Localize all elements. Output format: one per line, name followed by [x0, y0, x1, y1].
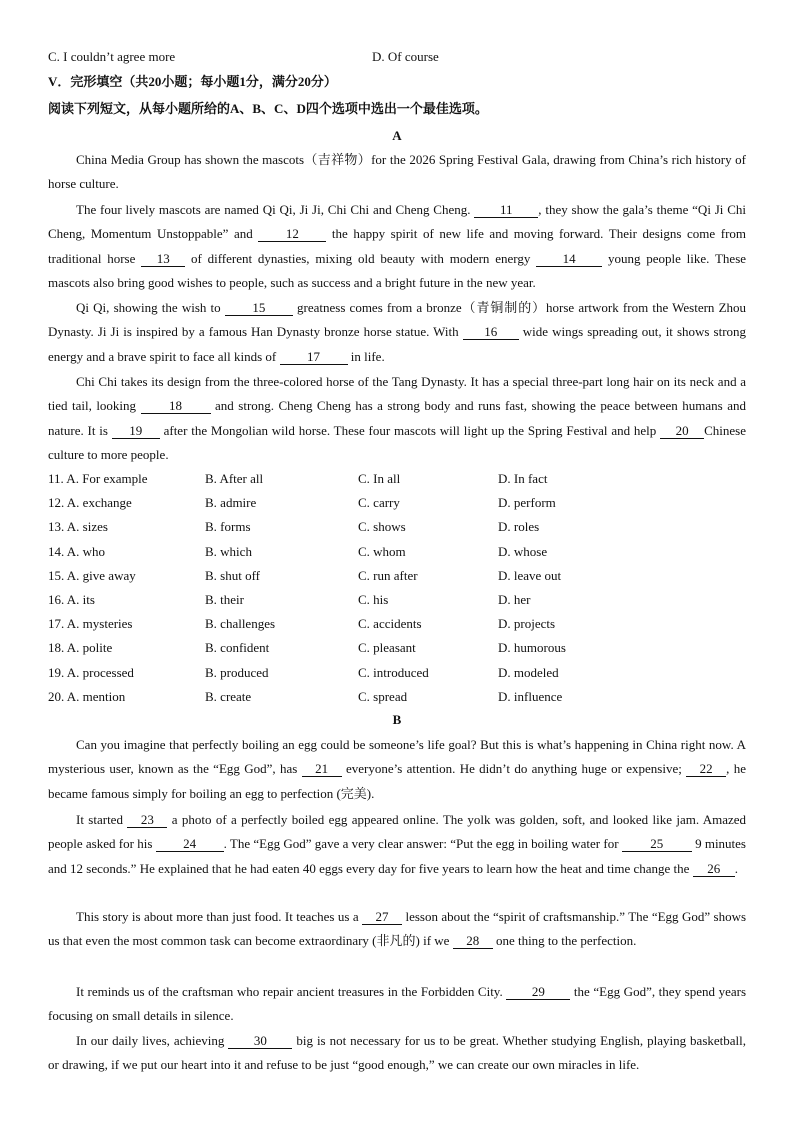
option-20-d[interactable]: D. influence — [498, 688, 563, 704]
option-13-b[interactable]: B. forms — [205, 519, 251, 535]
blank-18[interactable]: 18 — [141, 398, 211, 414]
blank-21[interactable]: 21 — [302, 761, 342, 777]
option-15-a[interactable]: 15. A. give away — [48, 567, 136, 583]
section-instruction: 阅读下列短文，从每小题所给的A、B、C、D四个选项中选出一个最佳选项。 — [48, 101, 488, 116]
blank-30[interactable]: 30 — [228, 1033, 292, 1049]
option-row-11 — [48, 470, 768, 488]
blank-13[interactable]: 13 — [141, 251, 185, 267]
option-14-c[interactable]: C. whom — [358, 543, 406, 559]
option-17-a[interactable]: 17. A. mysteries — [48, 616, 133, 632]
option-20-b[interactable]: B. create — [205, 688, 252, 704]
option-20-a[interactable]: 20. A. mention — [48, 688, 126, 704]
option-19-d[interactable]: D. modeled — [498, 664, 559, 680]
option-row-17 — [48, 615, 768, 633]
option-row-16 — [48, 591, 768, 609]
option-18-d[interactable]: D. humorous — [498, 640, 566, 656]
option-16-d[interactable]: D. her — [498, 592, 531, 607]
option-19-a[interactable]: 19. A. processed — [48, 664, 134, 680]
blank-14[interactable]: 14 — [536, 251, 602, 267]
blank-29[interactable]: 29 — [506, 984, 570, 1000]
option-13-a[interactable]: 13. A. sizes — [48, 519, 108, 535]
passage-b-paragraph-4: It reminds us of the craftsman who repair ancient treasures in the Forbidden City. 29 the “Egg God”, they spend years focusing on small details in silence. — [48, 984, 747, 1024]
option-13-c[interactable]: C. shows — [358, 519, 406, 535]
blank-19[interactable]: 19 — [112, 423, 160, 439]
blank-28[interactable]: 28 — [453, 933, 493, 949]
option-row-20 — [48, 688, 768, 706]
option-14-a[interactable]: 14. A. who — [48, 543, 106, 559]
passage-a-label: A — [392, 128, 402, 143]
option-19-b[interactable]: B. produced — [205, 664, 269, 680]
option-c-prev: C. I couldn’t agree more — [48, 49, 176, 64]
passage-b-paragraph-3: This story is about more than just food. It teaches us a 27 lesson about the “spirit of craftsmanship.” The “Egg God” shows us that even the most common task can become extraordinary (非凡的) if we 28 one thing to the perfection. — [48, 909, 747, 949]
passage-b-label: B — [392, 712, 402, 727]
option-row-14 — [48, 543, 768, 561]
option-11-d[interactable]: D. In fact — [498, 471, 548, 486]
option-row-18 — [48, 639, 768, 657]
blank-25[interactable]: 25 — [622, 836, 692, 852]
option-18-a[interactable]: 18. A. polite — [48, 640, 113, 656]
passage-a-paragraph-2: The four lively mascots are named Qi Qi, Ji Ji, Chi Chi and Cheng Cheng. 11 , they show the gala’s theme “Qi Ji Chi Cheng, Momentum Unstoppable” and 12 the happy spirit of new life and moving forward. Their designs come from traditional horse 13 of different dynasties, mixing old beauty with modern energy 14 young people like. These mascots also bring good wishes to people, such as success and a bright future in the new year. — [48, 202, 747, 290]
blank-26[interactable]: 26 — [693, 861, 735, 877]
option-18-b[interactable]: B. confident — [205, 640, 270, 656]
blank-20[interactable]: 20 — [660, 423, 704, 439]
option-d-prev: D. Of course — [372, 49, 439, 64]
blank-15[interactable]: 15 — [225, 300, 293, 316]
option-17-d[interactable]: D. projects — [498, 616, 556, 632]
option-11-c[interactable]: C. In all — [358, 471, 401, 486]
blank-23[interactable]: 23 — [127, 812, 167, 828]
blank-12[interactable]: 12 — [258, 226, 326, 242]
option-15-d[interactable]: D. leave out — [498, 567, 562, 583]
option-12-b[interactable]: B. admire — [205, 495, 257, 511]
option-17-c[interactable]: C. accidents — [358, 616, 422, 632]
passage-a-paragraph-4: Chi Chi takes its design from the three-colored horse of the Tang Dynasty. It has a special three-part long hair on its neck and a tied tail, looking 18 and strong. Cheng Cheng has a strong body and runs fast, showing the peace between humans and nature. It is 19 after the Mongolian wild horse. These four mascots will light up the Spring Festival and help 20 Chinese culture to more people. — [48, 374, 746, 462]
option-12-d[interactable]: D. perform — [498, 495, 556, 511]
option-18-c[interactable]: C. pleasant — [358, 640, 416, 656]
option-16-c[interactable]: C. his — [358, 592, 389, 607]
blank-27[interactable]: 27 — [362, 909, 402, 925]
option-16-b[interactable]: B. their — [205, 592, 244, 607]
option-19-c[interactable]: C. introduced — [358, 664, 429, 680]
option-13-d[interactable]: D. roles — [498, 519, 540, 535]
option-12-a[interactable]: 12. A. exchange — [48, 495, 132, 511]
passage-b-paragraph-2: It started 23 a photo of a perfectly boiled egg appeared online. The yolk was golden, soft, and looked like jam. Amazed people asked for his 24 . The “Egg God” gave a very clear answer: “Put the egg in boiling water for 25 9 minutes and 12 seconds.” He explained that he had eaten 40 eggs every day for five years to learn how the heat and time change the 26 . — [48, 812, 747, 876]
option-15-b[interactable]: B. shut off — [205, 567, 261, 583]
option-20-c[interactable]: C. spread — [358, 688, 408, 704]
passage-a-paragraph-3: Qi Qi, showing the wish to 15 greatness comes from a bronze（青铜制的）horse artwork from the Western Zhou Dynasty. Ji Ji is inspired by a famous Han Dynasty bronze horse statue. With 16 wide wings spreading out, it shows strong energy and a brave spirit to face all kinds of 17 in life. — [48, 300, 747, 364]
section-title: V．完形填空（共20小题；每小题1分，满分20分） — [48, 74, 337, 89]
option-14-d[interactable]: D. whose — [498, 543, 548, 559]
blank-16[interactable]: 16 — [463, 324, 519, 340]
option-row-13 — [48, 518, 768, 536]
blank-22[interactable]: 22 — [686, 761, 726, 777]
option-16-a[interactable]: 16. A. its — [48, 592, 95, 607]
passage-b-paragraph-5: In our daily lives, achieving 30 big is not necessary for us to be great. Whether studying English, playing basketball, or drawing, if we put our heart into it and refuse to be just “good enough,” we can create our own miracles in life. — [48, 1033, 747, 1073]
passage-b-paragraph-1: Can you imagine that perfectly boiling an egg could be someone’s life goal? But this is what’s happening in China right now. A mysterious user, known as the “Egg God”, has 21 everyone’s attention. He didn’t do anything huge or expensive; 22 , he became famous simply for boiling an egg to perfection (完美). — [48, 737, 747, 801]
option-row-15 — [48, 567, 768, 585]
option-15-c[interactable]: C. run after — [358, 567, 418, 583]
passage-a-paragraph-1: China Media Group has shown the mascots（吉祥物）for the 2026 Spring Festival Gala, drawing from China’s rich history of horse culture. — [48, 152, 746, 192]
option-14-b[interactable]: B. which — [205, 543, 252, 559]
option-11-a[interactable]: 11. A. For example — [48, 471, 148, 486]
blank-17[interactable]: 17 — [280, 349, 348, 365]
option-row-19 — [48, 664, 768, 682]
option-11-b[interactable]: B. After all — [205, 471, 264, 486]
option-row-12 — [48, 494, 768, 512]
blank-24[interactable]: 24 — [156, 836, 224, 852]
option-17-b[interactable]: B. challenges — [205, 616, 276, 632]
blank-11[interactable]: 11 — [474, 202, 538, 218]
option-12-c[interactable]: C. carry — [358, 495, 400, 511]
